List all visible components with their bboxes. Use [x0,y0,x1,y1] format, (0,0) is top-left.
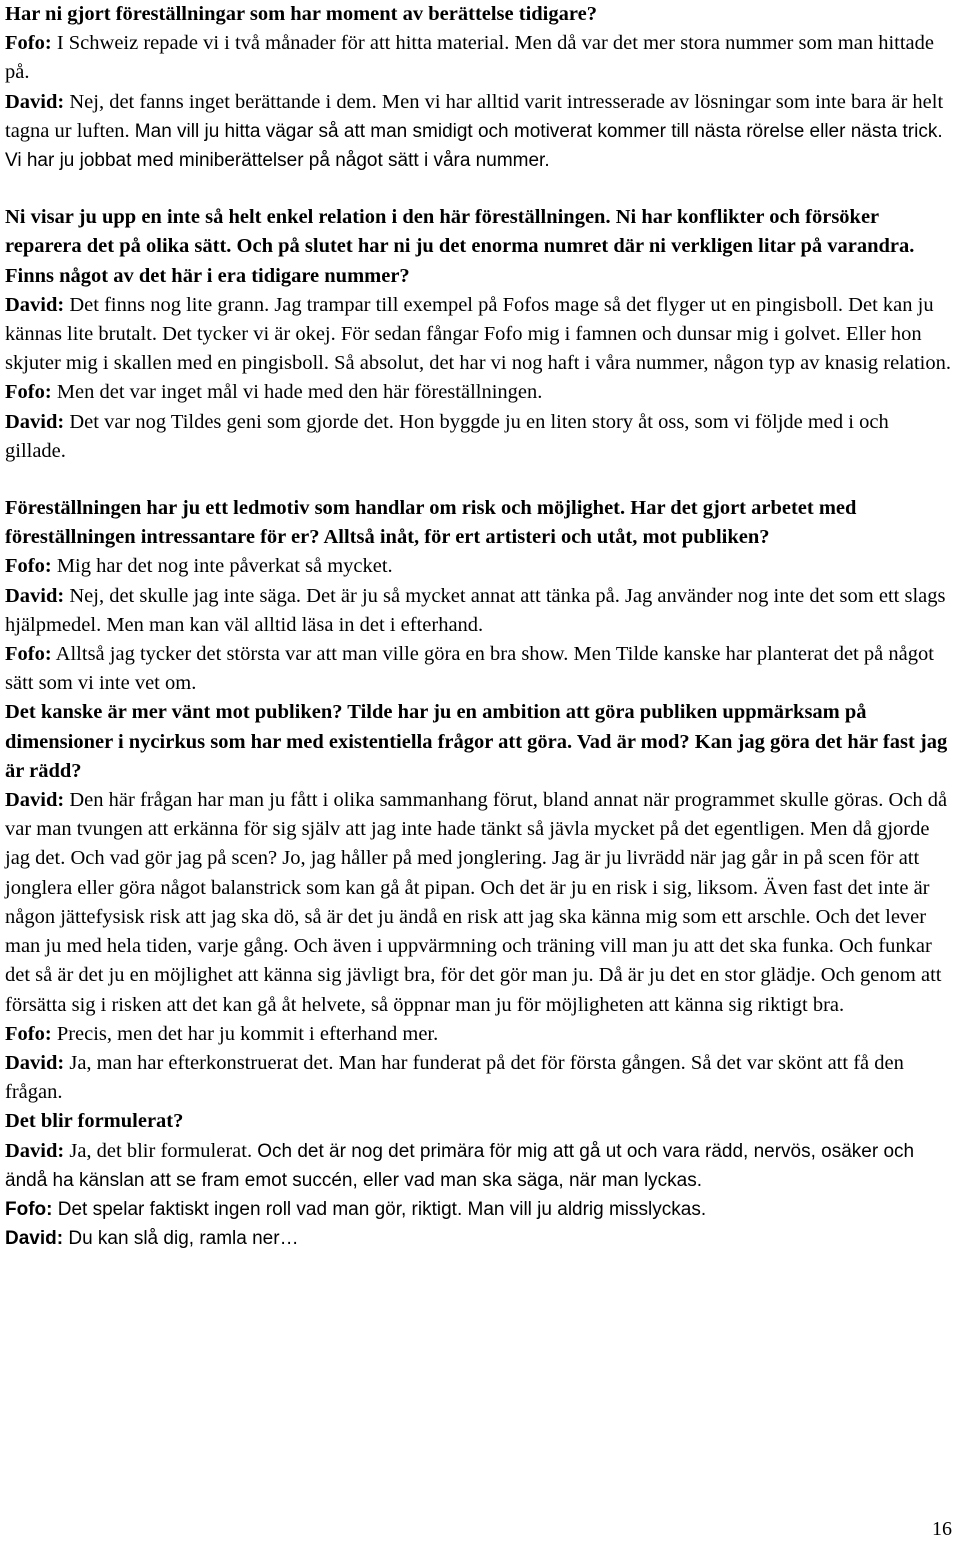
answer-fofo-1 [5,29,953,87]
answer-text-sans: Du kan slå dig, ramla ner… [63,1228,299,1250]
answer-text: Ja, man har efterkonstruerat det. Man har funderat på det för första gången. Så det var skönt att få den frågan. [5,1051,904,1104]
answer-text-sans: Det spelar faktiskt ingen roll vad man gör, riktigt. Man vill ju aldrig misslyckas. [52,1198,707,1220]
answer-fofo-6 [5,1195,953,1224]
speaker-label: Fofo: [5,32,52,55]
speaker-label: David: [5,584,65,607]
answer-david-7 [5,1137,953,1195]
question-4: Det kanske är mer vänt mot publiken? Tilde har ju en ambition att göra publiken uppmärksam på dimensioner i nycirkus som har med existentiella frågor att göra. Vad är mod? Kan jag göra det här fast jag är rädd? [5,701,948,782]
answer-text-sans: Man vill ju hitta vägar så att man smidigt och motiverat kommer till nästa rörelse eller nästa trick. [134,120,943,142]
answer-david-6 [5,1049,953,1107]
answer-text: Mig har det nog inte påverkat så mycket. [51,555,393,578]
answer-text: Nej, det skulle jag inte säga. Det är ju så mycket annat att tänka på. Jag använder nog inte det som ett slags hjälpmedel. Men man kan väl alltid läsa in det i efterhand. [5,584,946,636]
answer-text: Ja, det blir formulerat. [64,1139,258,1162]
answer-fofo-3 [5,552,953,581]
answer-david-4 [5,582,953,640]
page-number: 16 [932,1518,952,1540]
speaker-label: David: [5,1051,65,1074]
answer-text: Det finns nog lite grann. Jag trampar till exempel på Fofos mage så det flyger ut en pingisboll. Det kan ju kännas lite brutalt. Det tycker vi är okej. För sedan fångar Fofo mig i famnen och dunsar mig i golvet. Eller hon skjuter mig i skallen med en pingisboll. Så absolut, det har vi nog haft i våra nummer, någon typ av knasig relation. [5,293,951,375]
answer-fofo-2 [5,378,953,407]
speaker-label: Fofo: [5,555,52,578]
answer-david-8 [5,1224,953,1253]
answer-david-1 [5,88,953,176]
speaker-label: David: [5,410,65,433]
answer-text: Alltså jag tycker det största var att man ville göra en bra show. Men Tilde kanske har planterat det på något sätt som vi inte vet om. [5,643,934,695]
speaker-label: David: [5,90,65,113]
answer-david-5 [5,786,953,1020]
answer-text: Den här frågan har man ju fått i olika sammanhang förut, bland annat när programmet skulle göras. Och då var man tvungen att erkänna för sig själv att jag inte hade tänkt så jävla mycket på det egentligen. Men då gjorde jag det. Och vad gör jag på scen? Jo, jag håller på med jonglering. Jag är ju livrädd när jag går in på scen för att jonglera eller göra något balanstrick som kan gå åt pipan. Och det är ju en risk i sig, liksom. Även fast det inte är någon jättefysisk risk att jag ska dö, så är det ju ändå en risk att jag ska känna mig som ett arschle. Och det lever man ju med hela tiden, varje gång. Och även i uppvärmning och träning vill man ju att det ska funka. Och funkar det så är det ju en möjlighet att känna sig jävligt bra, för det gör man ju. Då är ju det en stor glädje. Och genom att försätta sig i risken att det kan gå åt helvete, så öppnar man ju för möjligheten att känna sig riktigt bra. [5,789,948,1016]
question-1: Har ni gjort föreställningar som har moment av berättelse tidigare? [5,3,597,25]
speaker-label: David: [5,1139,65,1162]
speaker-label: Fofo: [5,643,52,666]
speaker-label: Fofo: [5,1022,52,1045]
answer-text: Precis, men det har ju kommit i efterhand mer. [51,1022,439,1045]
answer-david-3 [5,408,953,466]
answer-text: Men det var inget mål vi hade med den här föreställningen. [51,381,543,404]
answer-text: I Schweiz repade vi i två månader för att hitta material. Men då var det mer stora nummer som man hittade på. [5,32,935,84]
answer-text-sans: Vi har ju jobbat med miniberättelser på något sätt i våra nummer. [5,150,550,172]
speaker-label: Fofo: [5,1198,53,1220]
speaker-label: David: [5,789,65,812]
question-5: Det blir formulerat? [5,1110,184,1133]
speaker-label: Fofo: [5,381,52,404]
question-3: Föreställningen har ju ett ledmotiv som handlar om risk och möjlighet. Har det gjort arbetet med föreställningen intressantare för er? Alltså inåt, för ert artisteri och utåt, mot publiken? [5,497,857,549]
answer-text: Nej, det fanns inget berättande i dem. Men vi har alltid varit intresserade av lösningar som inte bara är helt tagna ur luften. [5,90,944,142]
answer-fofo-4 [5,640,953,698]
answer-text: Det var nog Tildes geni som gjorde det. Hon byggde ju en liten story åt oss, som vi följde med i och gillade. [5,410,889,462]
speaker-label: David: [5,293,65,316]
speaker-label: David: [5,1228,64,1250]
document-body [5,0,953,1253]
answer-text-sans: Och det är nog det primära för mig att gå ut och vara rädd, nervös, osäker och ändå ha känslan att se fram emot succén, eller vad man ska säga, när man lyckas. [5,1140,915,1191]
answer-fofo-5 [5,1020,953,1049]
answer-david-2 [5,291,953,379]
question-2: Ni visar ju upp en inte så helt enkel relation i den här föreställningen. Ni har konflikter och försöker reparera det på olika sätt. Och på slutet har ni ju det enorma numret där ni verkligen litar på varandra. Finns något av det här i era tidigare nummer? [5,206,915,287]
